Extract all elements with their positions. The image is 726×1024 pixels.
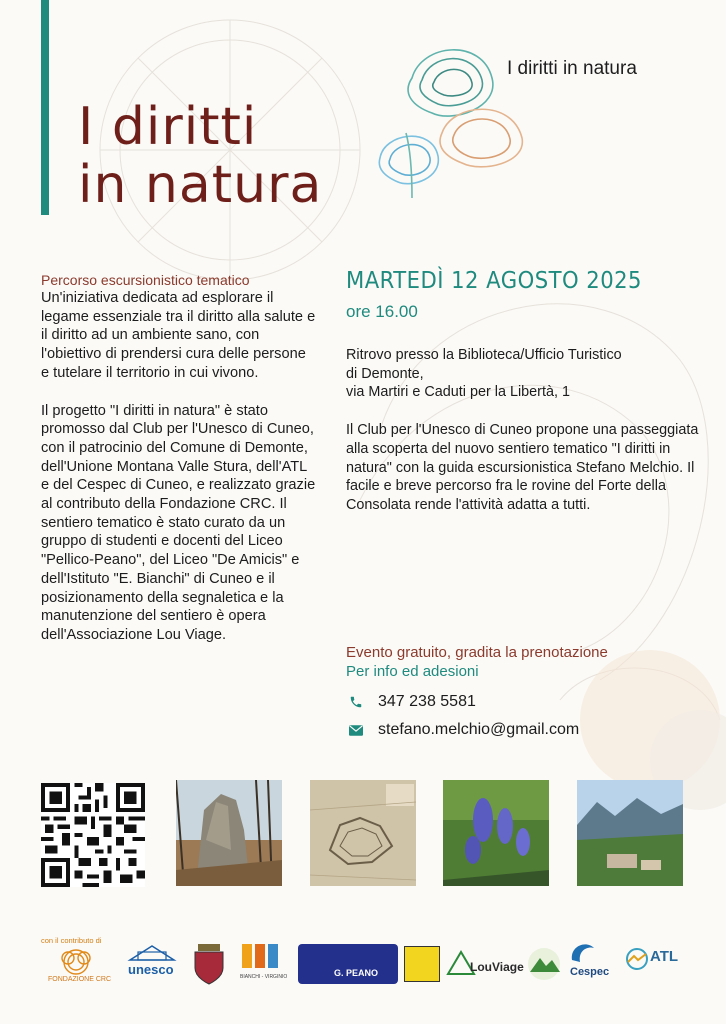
flower-photo	[443, 780, 549, 886]
event-time: ore 16.00	[346, 302, 418, 321]
phone-icon	[346, 692, 366, 712]
stura-logo	[404, 946, 440, 982]
cespec-logo	[568, 940, 618, 986]
demonte-crest-icon	[192, 944, 230, 988]
free-event-note: Evento gratuito, gradita la prenotazione	[346, 644, 608, 661]
event-date: MARTEDÌ 12 AGOSTO 2025	[346, 268, 642, 294]
unione-montana-logo	[526, 946, 562, 984]
crc-logo-text: FONDAZIONE CRC	[48, 976, 111, 983]
event-details	[346, 268, 706, 515]
phone-row[interactable]	[346, 690, 686, 714]
project-paragraph: Il progetto "I diritti in natura" è stato promosso dal Club per l'Unesco di Cuneo, con il patrocinio del Comune di Demonte, dell'Unione Montana Valle Stura, dell'ATL e del Cespec di Cuneo, e realizzato grazie al contributo della Fondazione CRC. Il sentiero tematico è stato curato da un gruppo di studenti e docenti del Liceo "Pellico-Peano", del Liceo "De Amicis" e dell'Istituto "E. Bianchi" di Cuneo e il posizionamento della segnaletica e la manutenzione del sentiero è opera dell'Associazione Lou Viage.	[41, 402, 316, 643]
rock-photo	[176, 780, 282, 886]
email-address[interactable]: stefano.melchio@gmail.com	[378, 721, 580, 738]
intro-paragraph: Un'iniziativa dedicata ad esplorare il legame essenziale tra il diritto alla salute e il diritto ad un ambiente sano, con l'obiettivo di prendersi cura delle persone e tutelare il territorio in cui vivono.	[41, 290, 316, 381]
title-line-2: in natura	[78, 155, 323, 215]
photo-row	[0, 780, 726, 888]
meeting-line-2: di Demonte,	[346, 365, 424, 382]
cespec-logo-text: Cespec	[570, 966, 610, 978]
louviage-logo-text: LouViage	[470, 960, 524, 974]
title-line-1: I diritti	[78, 97, 258, 157]
phone-number[interactable]: 347 238 5581	[378, 693, 476, 710]
main-title	[78, 98, 322, 214]
unesco-logo	[126, 942, 182, 998]
contact-block	[346, 644, 686, 746]
fort-map-photo	[310, 780, 416, 886]
info-heading: Per info ed adesioni	[346, 663, 479, 680]
meeting-point	[346, 346, 706, 402]
event-description: Il Club per l'Unesco di Cuneo propone una passeggiata alla scoperta del nuovo sentiero tematico "I diritti in natura" con la guida escursionistica Stefano Melchio. Il facile e breve percorso fra le rovine del Forte della Consolata rende l'attività adatta a tutti.	[346, 422, 699, 513]
peano-logo	[298, 944, 398, 984]
valley-photo	[577, 780, 683, 886]
crc-logo	[46, 946, 111, 996]
email-row[interactable]	[346, 718, 686, 742]
louviage-logo	[446, 946, 524, 982]
qr-code[interactable]	[41, 783, 145, 887]
meeting-line-1: Ritrovo presso la Biblioteca/Ufficio Turistico	[346, 347, 622, 363]
header-label: I diritti in natura	[507, 58, 637, 79]
accent-bar	[41, 0, 49, 215]
contributor-label: con il contributo di	[41, 936, 102, 945]
sponsor-logos	[0, 940, 726, 1010]
bianchi-logo-text: BIANCHI - VIRGINIO	[240, 974, 288, 980]
unesco-logo-text: unesco	[128, 962, 174, 977]
atl-logo	[626, 948, 690, 984]
subtitle: Percorso escursionistico tematico	[41, 272, 250, 288]
project-description	[41, 272, 316, 664]
peano-logo-text: G. PEANO	[334, 968, 379, 978]
envelope-icon	[346, 720, 366, 740]
meeting-line-3: via Martiri e Caduti per la Libertà, 1	[346, 384, 570, 401]
fungus-logo-icon	[372, 38, 524, 218]
bianchi-logo	[240, 942, 286, 988]
atl-logo-text: ATL	[650, 948, 679, 965]
